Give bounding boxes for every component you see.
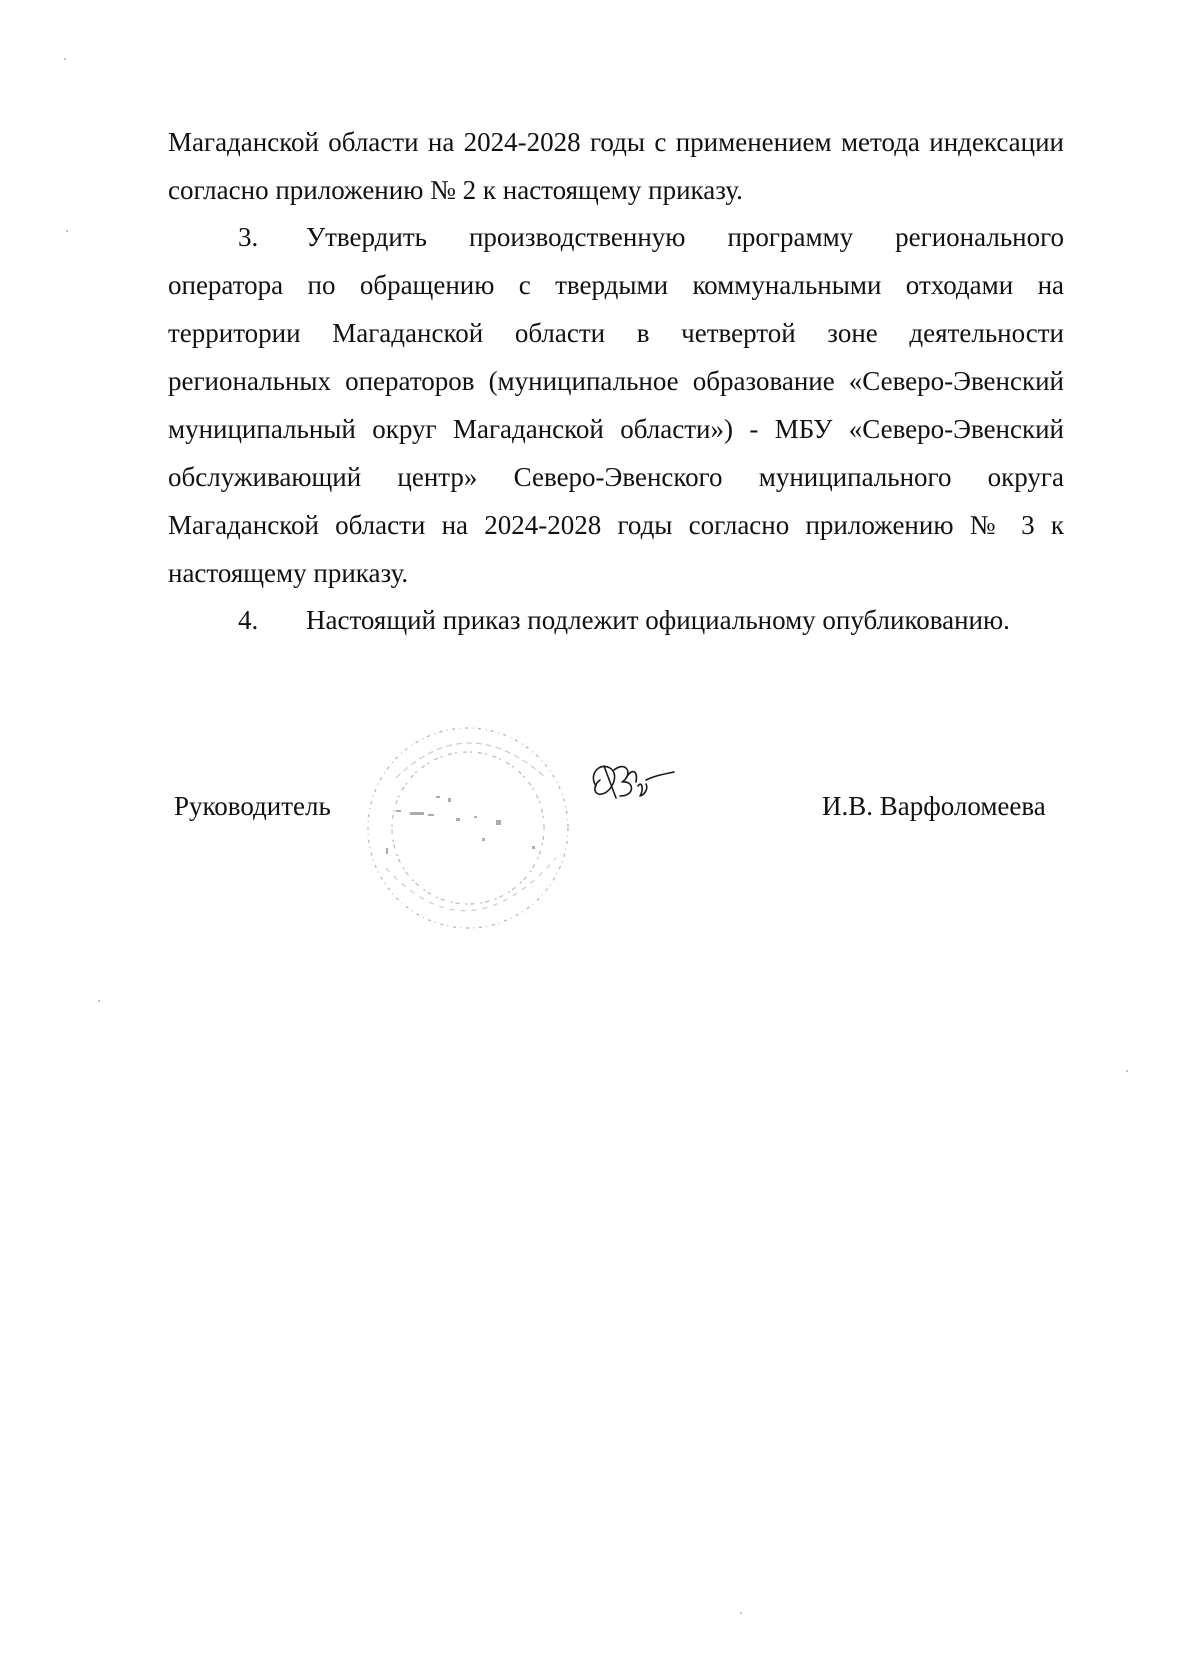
continuation-line-1: Магаданской области на 2024-2028 годы с применением метода индексации xyxy=(168,127,1064,157)
scan-speck xyxy=(66,230,68,232)
scan-speck xyxy=(64,58,66,60)
list-item-4 xyxy=(168,596,1064,644)
item-4-number: 4. xyxy=(238,605,259,635)
paragraph-continuation xyxy=(168,118,1064,214)
item-3-number: 3. xyxy=(238,222,259,252)
signatory-name: И.В. Варфоломеева xyxy=(822,791,1046,821)
item-3-paragraph xyxy=(168,213,1064,597)
item-3-text: Утвердить производственную программу регионального оператора по обращению с твердыми коммунальными отходами на территории Магаданской области в четвертой зоне деятельности региональных операторов (муниципальное образование «Северо-Эвенский муниципальный округ Магаданской области») - МБУ «Северо-Эвенский обслуживающий центр» Северо-Эвенского муниципального округа Магаданской области на 2024-2028 годы согласно приложению № 3 к настоящему приказу. xyxy=(168,222,1064,588)
handwritten-signature xyxy=(586,756,676,816)
signatory-title: Руководитель xyxy=(174,791,331,821)
list-item-3 xyxy=(168,213,1064,597)
continuation-line-2: согласно приложению № 2 к настоящему приказу. xyxy=(168,175,743,205)
scan-speck xyxy=(740,1612,742,1614)
official-seal-stamp xyxy=(356,718,586,938)
scan-speck xyxy=(1126,1070,1128,1072)
item-4-text: Настоящий приказ подлежит официальному опубликованию. xyxy=(306,605,1010,635)
item-4-paragraph xyxy=(168,596,1064,644)
scan-speck xyxy=(98,1000,100,1002)
